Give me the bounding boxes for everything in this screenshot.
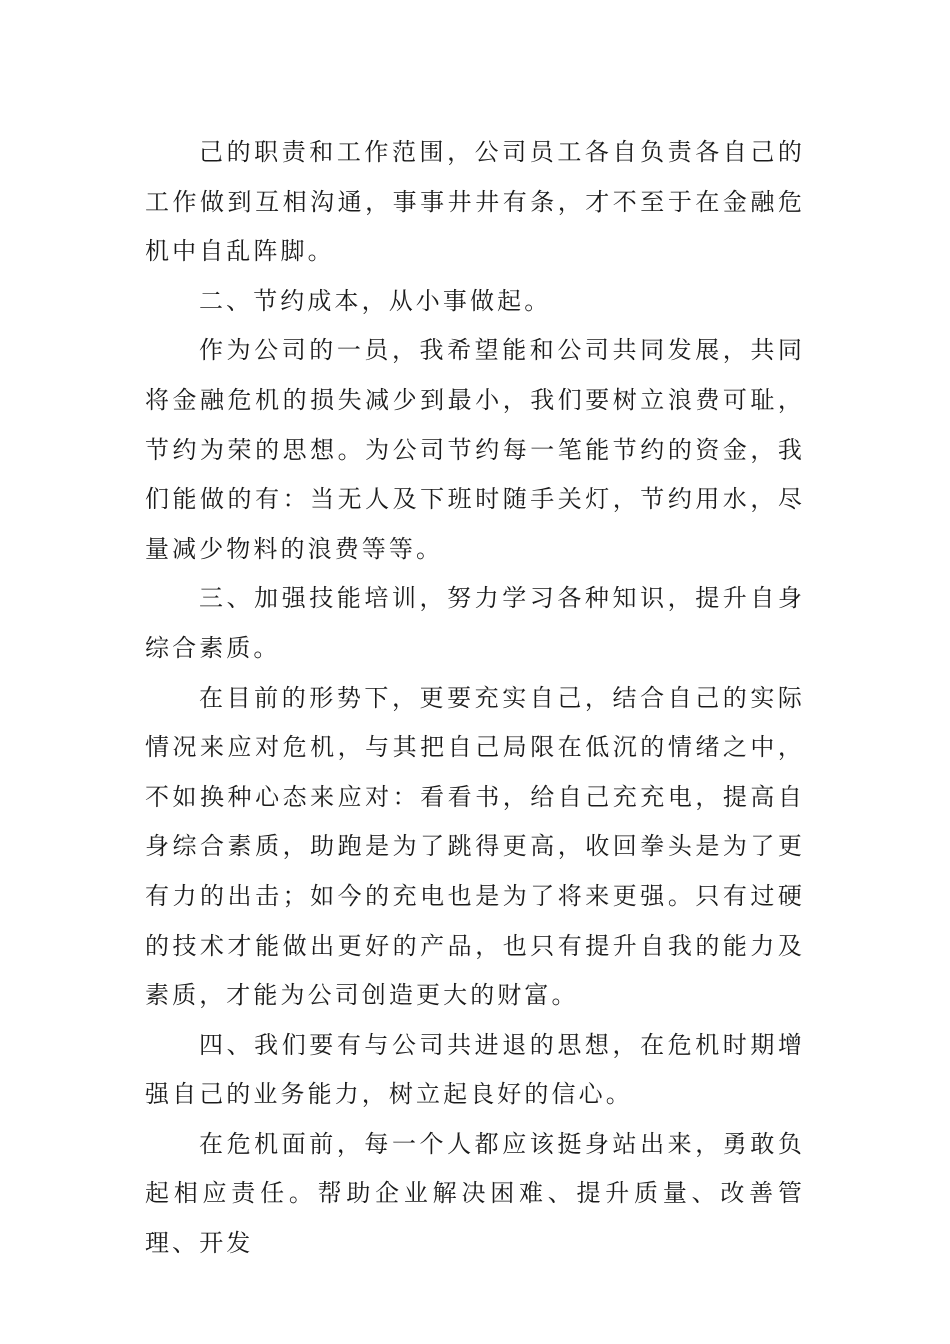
paragraph-responsibility: 己的职责和工作范围，公司员工各自负责各自己的工作做到互相沟通，事事井井有条，才不至于在金融危机中自乱阵脚。: [145, 138, 805, 266]
paragraph-skill-training: 在目前的形势下，更要充实自己，结合自己的实际情况来应对危机，与其把自己局限在低沉的情绪之中，不如换种心态来应对：看看书，给自己充充电，提高自身综合素质，助跑是为了跳得更高，收回拳头是为了更有力的出击；如今的充电也是为了将来更强。只有过硬的技术才能做出更好的产品，也只有提升自我的能力及素质，才能为公司创造更大的财富。: [145, 683, 805, 1010]
document-body: [145, 128, 805, 1269]
paragraph-save-cost: 作为公司的一员，我希望能和公司共同发展，共同将金融危机的损失减少到最小，我们要树立浪费可耻，节约为荣的思想。为公司节约每一笔能节约的资金，我们能做的有：当无人及下班时随手关灯，节约用水，尽量减少物料的浪费等等。: [145, 336, 805, 563]
paragraph-face-crisis: 在危机面前，每一个人都应该挺身站出来，勇敢负起相应责任。帮助企业解决困难、提升质量、改善管理、开发: [145, 1129, 805, 1258]
heading-save-cost: 二、节约成本，从小事做起。: [199, 286, 552, 315]
heading-skill-training: 三、加强技能培训，努力学习各种知识，提升自身综合素质。: [145, 584, 805, 662]
heading-advance-together: 四、我们要有与公司共进退的思想，在危机时期增强自己的业务能力，树立起良好的信心。: [145, 1030, 805, 1109]
